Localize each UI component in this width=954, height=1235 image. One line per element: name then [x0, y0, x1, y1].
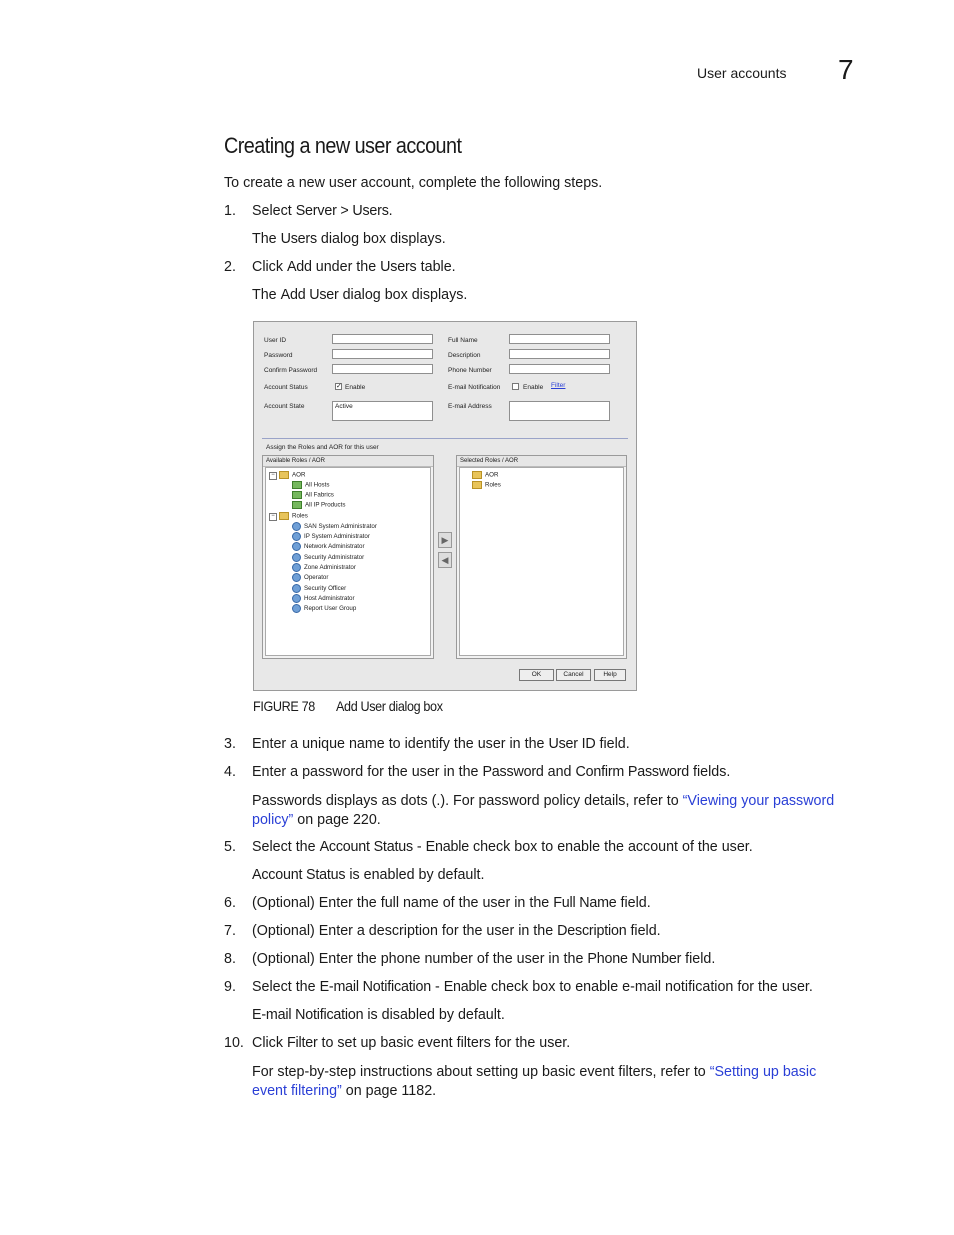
available-roles-tree[interactable] — [265, 467, 431, 656]
confirm-password-field[interactable] — [332, 364, 433, 374]
tree-node-aor[interactable]: AOR — [472, 471, 498, 479]
folder-icon — [279, 471, 289, 479]
step-6-text: (Optional) Enter the full name of the user in the Full Name field. — [252, 895, 651, 911]
role-icon — [292, 542, 301, 551]
role-icon — [292, 532, 301, 541]
step-2-result: The Add User dialog box displays. — [252, 287, 468, 303]
email-notification-label: E-mail Notification — [448, 384, 501, 391]
step-5-note: Account Status is enabled by default. — [252, 867, 485, 883]
help-button[interactable]: Help — [594, 669, 626, 681]
assign-heading: Assign the Roles and AOR for this user — [266, 444, 379, 451]
tree-node-role[interactable]: Operator — [292, 573, 328, 582]
section-title: Creating a new user account — [224, 133, 462, 158]
add-user-dialog-figure — [253, 321, 637, 691]
divider — [262, 438, 628, 439]
description-field[interactable] — [509, 349, 610, 359]
step-number: 4. — [224, 764, 236, 780]
step-2-text: Click Add under the Users table. — [252, 259, 456, 275]
step-number: 9. — [224, 979, 236, 995]
cancel-button[interactable]: Cancel — [556, 669, 591, 681]
role-icon — [292, 573, 301, 582]
email-address-field[interactable] — [509, 401, 610, 421]
role-icon — [292, 563, 301, 572]
step-1-text: Select Server > Users. — [252, 203, 393, 219]
tree-node-aor-child[interactable]: All Hosts — [292, 481, 329, 489]
event-filtering-link[interactable]: “Setting up basic event filtering” — [252, 1064, 817, 1099]
user-id-label: User ID — [264, 337, 287, 344]
group-icon — [292, 481, 302, 489]
ok-button[interactable]: OK — [519, 669, 554, 681]
step-3-text: Enter a unique name to identify the user in the User ID field. — [252, 736, 630, 752]
folder-icon — [279, 512, 289, 520]
tree-node-role[interactable]: Security Officer — [292, 584, 346, 593]
password-policy-link[interactable]: “Viewing your password policy” — [252, 793, 835, 828]
step-4-note: Passwords displays as dots (.). For password policy details, refer to “Viewing your password policy” on page 220. — [252, 793, 835, 828]
intro-text: To create a new user account, complete the following steps. — [224, 175, 603, 191]
tree-node-role[interactable]: Network Administrator — [292, 542, 365, 551]
phone-number-field[interactable] — [509, 364, 610, 374]
figure-caption: Add User dialog box — [336, 698, 443, 714]
step-number: 2. — [224, 259, 236, 275]
step-7-text: (Optional) Enter a description for the user in the Description field. — [252, 923, 661, 939]
right-arrow-icon[interactable]: ▶ — [438, 532, 452, 548]
account-status-enable-label: Enable — [345, 384, 366, 391]
selected-roles-tree[interactable] — [459, 467, 624, 656]
step-10-note: For step-by-step instructions about setting up basic event filters, refer to “Setting up basic event filtering” on page 1182. — [252, 1064, 817, 1099]
tree-node-role[interactable]: Host Administrator — [292, 594, 355, 603]
step-5-text: Select the Account Status - Enable check box to enable the account of the user. — [252, 839, 753, 855]
tree-node-roles[interactable]: Roles — [472, 481, 501, 489]
description-label: Description — [448, 352, 481, 359]
phone-number-label: Phone Number — [448, 367, 492, 374]
step-8-text: (Optional) Enter the phone number of the user in the Phone Number field. — [252, 951, 716, 967]
tree-node-role[interactable]: IP System Administrator — [292, 532, 370, 541]
step-9-text: Select the E-mail Notification - Enable check box to enable e-mail notification for the user. — [252, 979, 813, 995]
account-state-field[interactable]: Active — [332, 401, 433, 421]
tree-node-role[interactable]: Report User Group — [292, 604, 356, 613]
email-notification-checkbox[interactable] — [512, 383, 519, 390]
email-address-label: E-mail Address — [448, 403, 492, 410]
step-number: 8. — [224, 951, 236, 967]
step-number: 10. — [224, 1035, 244, 1051]
step-number: 6. — [224, 895, 236, 911]
account-state-label: Account State — [264, 403, 305, 410]
step-number: 3. — [224, 736, 236, 752]
confirm-password-label: Confirm Password — [264, 367, 318, 374]
folder-icon — [472, 471, 482, 479]
step-number: 1. — [224, 203, 236, 219]
tree-node-roles[interactable]: Roles — [279, 512, 308, 520]
step-number: 7. — [224, 923, 236, 939]
step-10-text: Click Filter to set up basic event filters for the user. — [252, 1035, 571, 1051]
role-icon — [292, 584, 301, 593]
selected-roles-panel — [456, 455, 627, 659]
folder-icon — [472, 481, 482, 489]
running-header-section: User accounts — [697, 65, 787, 81]
step-number: 5. — [224, 839, 236, 855]
tree-node-aor-child[interactable]: All Fabrics — [292, 491, 334, 499]
filter-link[interactable]: Filter — [551, 382, 566, 389]
step-1-result: The Users dialog box displays. — [252, 231, 446, 247]
account-status-label: Account Status — [264, 384, 308, 391]
email-notification-enable-label: Enable — [523, 384, 544, 391]
password-field[interactable] — [332, 349, 433, 359]
collapse-icon[interactable]: − — [269, 513, 277, 521]
group-icon — [292, 501, 302, 509]
tree-node-role[interactable]: Zone Administrator — [292, 563, 356, 572]
chapter-number: 7 — [838, 54, 854, 85]
full-name-field[interactable] — [509, 334, 610, 344]
role-icon — [292, 604, 301, 613]
selected-roles-title: Selected Roles / AOR — [457, 456, 626, 467]
tree-node-aor-child[interactable]: All IP Products — [292, 501, 345, 509]
available-roles-title: Available Roles / AOR — [263, 456, 433, 467]
available-roles-panel — [262, 455, 434, 659]
left-arrow-icon[interactable]: ◀ — [438, 552, 452, 568]
step-4-text: Enter a password for the user in the Password and Confirm Password fields. — [252, 764, 731, 780]
group-icon — [292, 491, 302, 499]
figure-label: FIGURE 78 — [253, 698, 315, 714]
user-id-field[interactable] — [332, 334, 433, 344]
tree-node-role[interactable]: SAN System Administrator — [292, 522, 377, 531]
step-9-note: E-mail Notification is disabled by default. — [252, 1007, 505, 1023]
role-icon — [292, 522, 301, 531]
tree-node-role[interactable]: Security Administrator — [292, 553, 364, 562]
role-icon — [292, 594, 301, 603]
account-status-checkbox[interactable]: ✓ — [336, 383, 342, 390]
role-icon — [292, 553, 301, 562]
full-name-label: Full Name — [448, 337, 478, 344]
password-label: Password — [264, 352, 293, 359]
collapse-icon[interactable]: − — [269, 472, 277, 480]
tree-node-aor[interactable]: AOR — [279, 471, 305, 479]
